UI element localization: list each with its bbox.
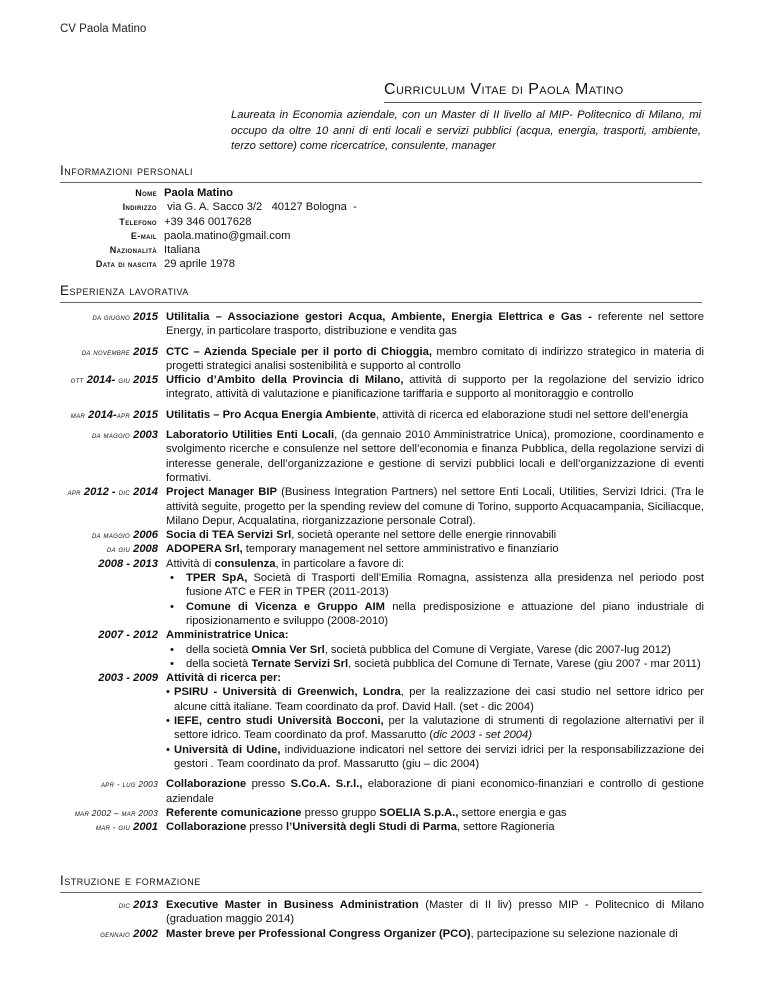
list-item: • PSIRU - Università di Greenwich, Londra, per la realizzazione dei casi studio nel settore idrico per alcune città italiane. Team coordinato da prof. David Hall. (set - dic 2004) (166, 685, 704, 714)
experience-entry (60, 408, 704, 422)
entry-date: da giu 2008 (106, 543, 158, 556)
list-item: • IEFE, centro studi Università Bocconi, per la valutazione di strumenti di regolazione alternativi per il settore idrico. Team coordinato da prof. Massarutto (dic 2003 - set 2004) (166, 714, 704, 743)
info-label: Data di nascita (95, 259, 157, 270)
entry-date: mar - giu 2001 (95, 821, 158, 834)
info-value: via G. A. Sacco 3/2 40127 Bologna - (164, 201, 357, 214)
entry-description: Ufficio d’Ambito della Provincia di Milano, attività di supporto per la regolazione del servizio idrico integrato, attività di valutazione e pianificazione tariffaria e supporto al monitoraggio e controllo (166, 374, 705, 401)
section-rule (60, 302, 702, 303)
section-rule (60, 892, 702, 893)
education-list (60, 898, 704, 941)
entry-description: Attività di consulenza, in particolare a favore di: • TPER SpA, Società di Trasporti dell’Emilia Romagna, assistenza alla presidenza nel periodo post fusione ATC e FER in TPER (2011-2013) • Comune di Vicenza e Gruppo AIM nella predisposizione e attuazione del piano industriale di riposizionamento e sviluppo (2008-2010) (166, 557, 704, 628)
entry-description: ADOPERA Srl, temporary management nel settore amministrativo e finanziario (166, 543, 559, 556)
document-title: Curriculum Vitae di Paola Matino (384, 81, 624, 98)
entry-description: Project Manager BIP (Business Integration Partners) nel settore Enti Locali, Utilities, Servizi Idrici. (Tra le attività seguite, progetto per la spending review del comune di Torino, supporto Acquacampania, Siciliacque, Milano Depur, Acqualatina, riorganizzazione personale Cotral). (166, 486, 704, 527)
experience-entry (60, 310, 704, 339)
info-value: 29 aprile 1978 (164, 258, 235, 271)
list-item: • della società Ternate Servizi Srl, società pubblica del Comune di Ternate, Varese (giu 2007 - mar 2011) (166, 657, 704, 671)
experience-entry (60, 628, 704, 671)
experience-entry (60, 428, 704, 485)
info-row-birthdate (60, 257, 700, 271)
intro-paragraph: Laureata in Economia aziendale, con un Master di II livello al MIP- Politecnico di Milano, mi occupo da oltre 10 anni di enti locali e servizi pubblici (acqua, energia, trasporti, ambiente, terzo settore) come ricercatrice, consulente, manager (231, 109, 701, 152)
entry-description: CTC – Azienda Speciale per il porto di Chioggia, membro comitato di indirizzo strategico in materia di progetti strategici analisi sostenibilità e supporto al controllo (166, 345, 704, 372)
info-label: Nome (135, 188, 157, 198)
entry-date: ott 2014- giu 2015 (70, 374, 158, 387)
info-row-name (60, 186, 700, 200)
info-label: Indirizzo (122, 202, 157, 213)
entry-date: 2003 - 2009 (98, 672, 158, 685)
experience-entry (60, 557, 704, 628)
section-rule (60, 182, 702, 183)
list-item: • Comune di Vicenza e Gruppo AIM nella predisposizione e attuazione del piano industriale di riposizionamento e sviluppo (2008-2010) (166, 600, 704, 629)
entry-description: Attività di ricerca per: • PSIRU - Università di Greenwich, Londra, per la realizzazione dei casi studio nel settore idrico per alcune città italiane. Team coordinato da prof. David Hall. (set - dic 2004) • IEFE, centro studi Università Bocconi, per la valutazione di strumenti di regolazione alternativi per il settore idrico. Team coordinato da prof. Massarutto (dic 2003 - set 2004) • Università di Udine, individuazione indicatori nel settore dei servizi idrici per la responsabilizzazione dei gestori . Team coordinato da prof. Massarutto (giu – dic 2004) (166, 671, 704, 771)
list-item: • Università di Udine, individuazione indicatori nel settore dei servizi idrici per la responsabilizzazione dei gestori . Team coordinato da prof. Massarutto (giu – dic 2004) (166, 743, 704, 772)
section-title-personal: Informazioni personali (60, 163, 194, 178)
entry-date: 2008 - 2013 (98, 557, 158, 570)
info-value: +39 346 0017628 (164, 215, 252, 228)
education-entry (60, 898, 704, 927)
research-list (166, 685, 704, 771)
section-title-experience: Esperienza lavorativa (60, 283, 189, 298)
experience-entry (60, 542, 704, 556)
admin-list (166, 643, 704, 672)
experience-entry (60, 671, 704, 771)
entry-date: mar 2014-apr 2015 (70, 408, 158, 421)
experience-entry (60, 777, 704, 806)
experience-entry (60, 485, 704, 528)
experience-entry (60, 806, 704, 820)
section-title-education: Istruzione e formazione (60, 873, 201, 888)
entry-description: Master breve per Professional Congress Organizer (PCO), partecipazione su selezione nazionale di (166, 927, 678, 940)
entry-date: apr 2012 - dic 2014 (67, 486, 158, 499)
entry-date: mar 2002 – mar 2003 (74, 807, 158, 818)
entry-description: Laboratorio Utilities Enti Locali, (da gennaio 2010 Amministratrice Unica), promozione, coordinamento e svolgimento ricerche e consulenze nel settore dell’economia e finanza Pubblica, della regolazione servizi di interesse generale, dell’organizzazione e gestione di servizi pubblici locali e dell’organizzazione di eventi formativi. (166, 429, 705, 484)
personal-info (60, 186, 700, 272)
entry-description: Collaborazione presso l’Università degli Studi di Parma, settore Ragioneria (166, 821, 555, 834)
entry-description: Utilitalia – Associazione gestori Acqua, Ambiente, Energia Elettrica e Gas - referente nel settore Energy, in particolare trasporto, distribuzione e vendita gas (166, 311, 705, 338)
entry-description: Referente comunicazione presso gruppo SOELIA S.p.A., settore energia e gas (166, 806, 567, 819)
entry-date: da giugno 2015 (92, 311, 158, 323)
entry-date: apr - lug 2003 (100, 779, 158, 790)
experience-entry (60, 528, 704, 542)
education-entry (60, 927, 704, 941)
entry-date: dic 2013 (118, 899, 158, 911)
experience-entry (60, 820, 704, 834)
info-value: paola.matino@gmail.com (164, 229, 291, 242)
info-label: Telefono (119, 216, 157, 227)
entry-description: Utilitatis – Pro Acqua Energia Ambiente, attività di ricerca ed elaborazione studi nel settore dell’energia (166, 408, 689, 421)
info-label: Nazionalità (109, 245, 157, 256)
entry-date: gennaio 2002 (100, 927, 158, 940)
list-item: • TPER SpA, Società di Trasporti dell’Emilia Romagna, assistenza alla presidenza nel periodo post fusione ATC e FER in TPER (2011-2013) (166, 571, 704, 600)
info-row-nationality (60, 243, 700, 257)
list-item: • della società Omnia Ver Srl, società pubblica del Comune di Vergiate, Varese (dic 2007-lug 2012) (166, 643, 704, 657)
entry-description: Executive Master in Business Administration (Master di II liv) presso MIP - Politecnico di Milano (graduation maggio 2014) (166, 899, 704, 926)
info-row-email (60, 229, 700, 243)
running-head: CV Paola Matino (60, 23, 147, 35)
entry-date: da maggio 2006 (91, 529, 158, 542)
info-label: E-mail (130, 230, 157, 241)
entry-date: da maggio 2003 (91, 429, 158, 442)
info-row-phone (60, 215, 700, 229)
entry-date: da novembre 2015 (81, 345, 158, 358)
experience-entry (60, 373, 704, 402)
info-row-address (60, 200, 700, 214)
title-underline (384, 102, 702, 103)
entry-description: Collaborazione presso S.Co.A. S.r.l., elaborazione di piani economico-finanziari e controllo di gestione aziendale (166, 778, 704, 805)
entry-description: Amministratrice Unica: • della società Omnia Ver Srl, società pubblica del Comune di Vergiate, Varese (dic 2007-lug 2012) • della società Ternate Servizi Srl, società pubblica del Comune di Ternate, Varese (giu 2007 - mar 2011) (166, 628, 704, 671)
experience-entry (60, 345, 704, 374)
experience-list (60, 310, 704, 834)
entry-date: 2007 - 2012 (98, 629, 158, 642)
info-value: Paola Matino (164, 187, 233, 199)
entry-description: Socia di TEA Servizi Srl, società operante nel settore delle energie rinnovabili (166, 529, 557, 542)
info-value: Italiana (164, 244, 201, 257)
consulting-list (166, 571, 704, 628)
